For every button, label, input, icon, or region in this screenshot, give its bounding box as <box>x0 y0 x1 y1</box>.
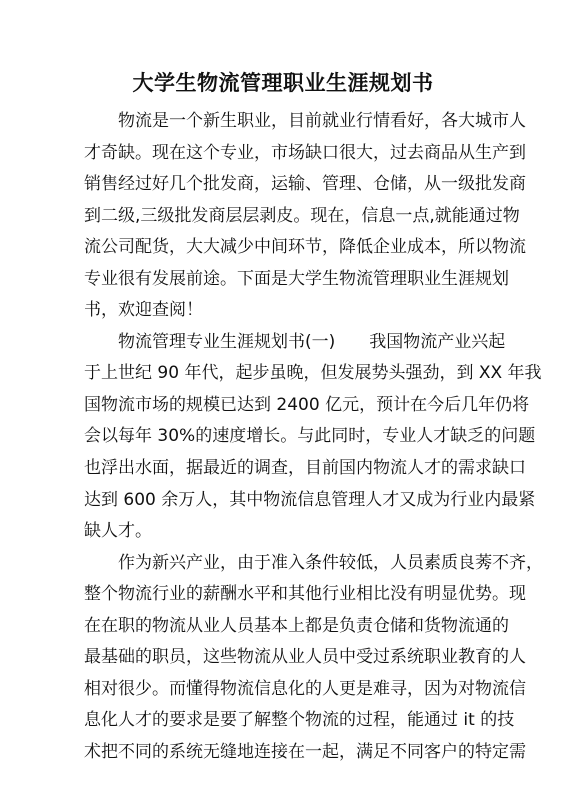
text-line: 才奇缺。现在这个专业，市场缺口很大，过去商品从生产到 <box>84 142 526 163</box>
text-line: 息化人才的要求是要了解整个物流的过程，能通过 it 的技 <box>84 710 515 731</box>
text-line: 物流管理专业生涯规划书(一) 我国物流产业兴起 <box>118 331 506 352</box>
text-line: 缺人才。 <box>84 521 152 542</box>
text-line: 整个物流行业的薪酬水平和其他行业相比没有明显优势。现 <box>84 584 526 605</box>
text-line: 作为新兴产业，由于准入条件较低，人员素质良莠不齐， <box>118 552 543 573</box>
text-line: 流公司配货，大大减少中间环节，降低企业成本，所以物流 <box>84 237 526 258</box>
document-body <box>84 106 543 768</box>
text-line: 专业很有发展前途。下面是大学生物流管理职业生涯规划 <box>84 268 509 289</box>
text-line: 销售经过好几个批发商，运输、管理、仓储，从一级批发商 <box>84 174 526 195</box>
text-line: 书，欢迎查阅！ <box>84 300 203 321</box>
text-line: 在在职的物流从业人员基本上都是负责仓储和货物流通的 <box>84 615 509 636</box>
document-title: 大学生物流管理职业生涯规划书 <box>132 71 434 95</box>
text-line: 到二级,三级批发商层层剥皮。现在，信息一点,就能通过物 <box>84 205 520 226</box>
text-line: 达到 600 余万人，其中物流信息管理人才又成为行业内最紧 <box>84 489 536 510</box>
text-line: 相对很少。而懂得物流信息化的人更是难寻，因为对物流信 <box>84 678 526 699</box>
text-line: 物流是一个新生职业，目前就业行情看好，各大城市人 <box>118 111 526 131</box>
text-line: 会以每年 30%的速度增长。与此同时，专业人才缺乏的问题 <box>84 426 536 447</box>
text-line: 于上世纪 90 年代，起步虽晚，但发展势头强劲，到 XX 年我 <box>84 363 542 384</box>
text-line: 国物流市场的规模已达到 2400 亿元，预计在今后几年仍将 <box>84 394 530 415</box>
text-line: 也浮出水面，据最近的调查，目前国内物流人才的需求缺口 <box>84 458 526 479</box>
text-line: 术把不同的系统无缝地连接在一起，满足不同客户的特定需 <box>84 741 526 762</box>
text-line: 最基础的职员，这些物流从业人员中受过系统职业教育的人 <box>84 647 526 668</box>
